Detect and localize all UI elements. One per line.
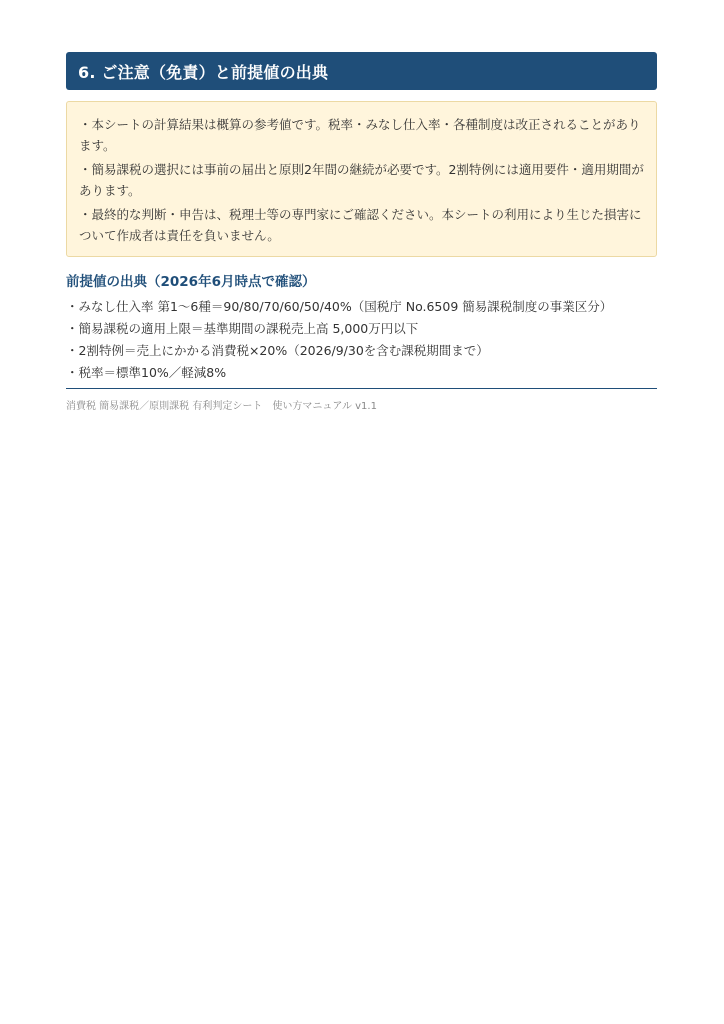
disclaimer-box (66, 101, 657, 257)
disclaimer-item: ・簡易課税の選択には事前の届出と原則2年間の継続が必要です。2割特例には適用要件・適用期間があります。 (79, 162, 644, 198)
source-item: ・2割特例＝売上にかかる消費税×20%（2026/9/30を含む課税期間まで） (66, 343, 489, 358)
disclaimer-item: ・最終的な判断・申告は、税理士等の専門家にご確認ください。本シートの利用により生じた損害について作成者は責任を負いません。 (79, 207, 642, 243)
manual-page (66, 52, 657, 414)
sources-heading: 前提値の出典（2026年6月時点で確認） (66, 274, 316, 290)
source-item: ・税率＝標準10%／軽減8% (66, 365, 227, 380)
sources-list (66, 296, 657, 384)
source-item: ・簡易課税の適用上限＝基準期間の課税売上高 5,000万円以下 (66, 321, 419, 336)
page-footer: 消費税 簡易課税／原則課税 有利判定シート 使い方マニュアル v1.1 (66, 401, 377, 412)
section-header (66, 52, 657, 90)
section-title: 6. ご注意（免責）と前提値の出典 (78, 62, 329, 82)
footer-divider (66, 388, 657, 389)
source-item: ・みなし仕入率 第1〜6種＝90/80/70/60/50/40%（国税庁 No.6509 簡易課税制度の事業区分） (66, 299, 613, 314)
disclaimer-item: ・本シートの計算結果は概算の参考値です。税率・みなし仕入率・各種制度は改正されることがあります。 (79, 117, 641, 153)
